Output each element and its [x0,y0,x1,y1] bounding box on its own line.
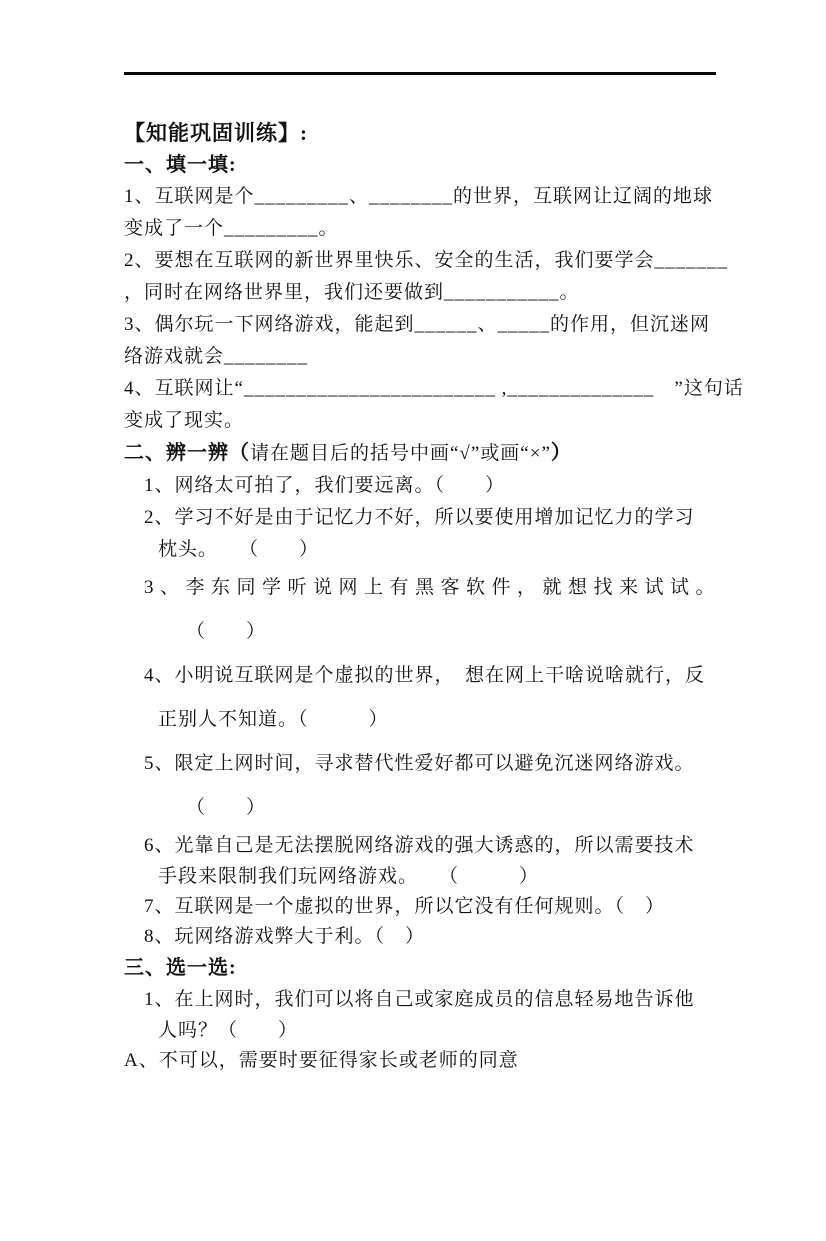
section-2-title-bold: 二、辨一辨 [124,442,229,464]
text-line: 手段来限制我们玩网络游戏。 （ ） [158,866,540,887]
text-line: （ ） [186,621,267,642]
close-paren: ） [550,442,572,464]
text-line: 7、互联网是一个虚拟的世界，所以它没有任何规则。（ ） [144,896,666,917]
page-content [124,72,744,1076]
text-line: 人吗？（ ） [158,1020,299,1041]
text-line: 正别人不知道。（ ） [158,709,389,730]
text-line: 6、光靠自己是无法摆脱网络游戏的强大诱惑的，所以需要技术 [144,835,695,856]
text-line: 枕头。 （ ） [158,539,320,560]
section-1-title: 一、填一填: [124,154,237,176]
text-line: 1、网络太可拍了，我们要远离。（ ） [144,475,506,496]
text-line: 络游戏就会________ [124,346,309,367]
text-line: 1、互联网是个_________、________的世界，互联网让辽阔的地球 [124,186,714,207]
section-2-title [124,437,716,470]
page-title: 【知能巩固训练】: [124,121,308,145]
section-3-title: 三、选一选: [124,957,237,979]
text-line: 2、学习不好是由于记忆力不好，所以要使用增加记忆力的学习 [144,507,695,528]
text-line: 3、李东同学听说网上有黑客软件，就想找来试试。 [144,577,722,598]
option-a-line: A、不可以，需要时要征得家长或老师的同意 [124,1050,519,1071]
text-line: 1、在上网时，我们可以将自己或家庭成员的信息轻易地告诉他 [144,989,695,1010]
text-line: 8、玩网络游戏弊大于利。（ ） [144,926,426,947]
text-line: 4、小明说互联网是个虚拟的世界， 想在网上干啥说啥就行，反 [144,665,706,686]
text-line: （ ） [186,797,267,818]
text-line: 3、偶尔玩一下网络游戏，能起到______、_____的作用，但沉迷网 [124,314,711,335]
text-line: ，同时在网络世界里，我们还要做到___________。 [124,282,580,303]
section-2-instructions: 请在题目后的括号中画“√”或画“×” [250,443,551,464]
header-rule [124,72,716,75]
text-line: 2、要想在互联网的新世界里快乐、安全的生活，我们要学会_______ [124,250,729,271]
text-line: 变成了一个_________。 [124,218,339,239]
text-line: 变成了现实。 [124,410,245,431]
document-page [0,72,826,1241]
text-line: 5、限定上网时间，寻求替代性爱好都可以避免沉迷网络游戏。 [144,753,695,774]
text-line: 4、互联网让“________________________ ,______________ ”这句话 [124,378,744,399]
open-paren: （ [229,442,250,464]
